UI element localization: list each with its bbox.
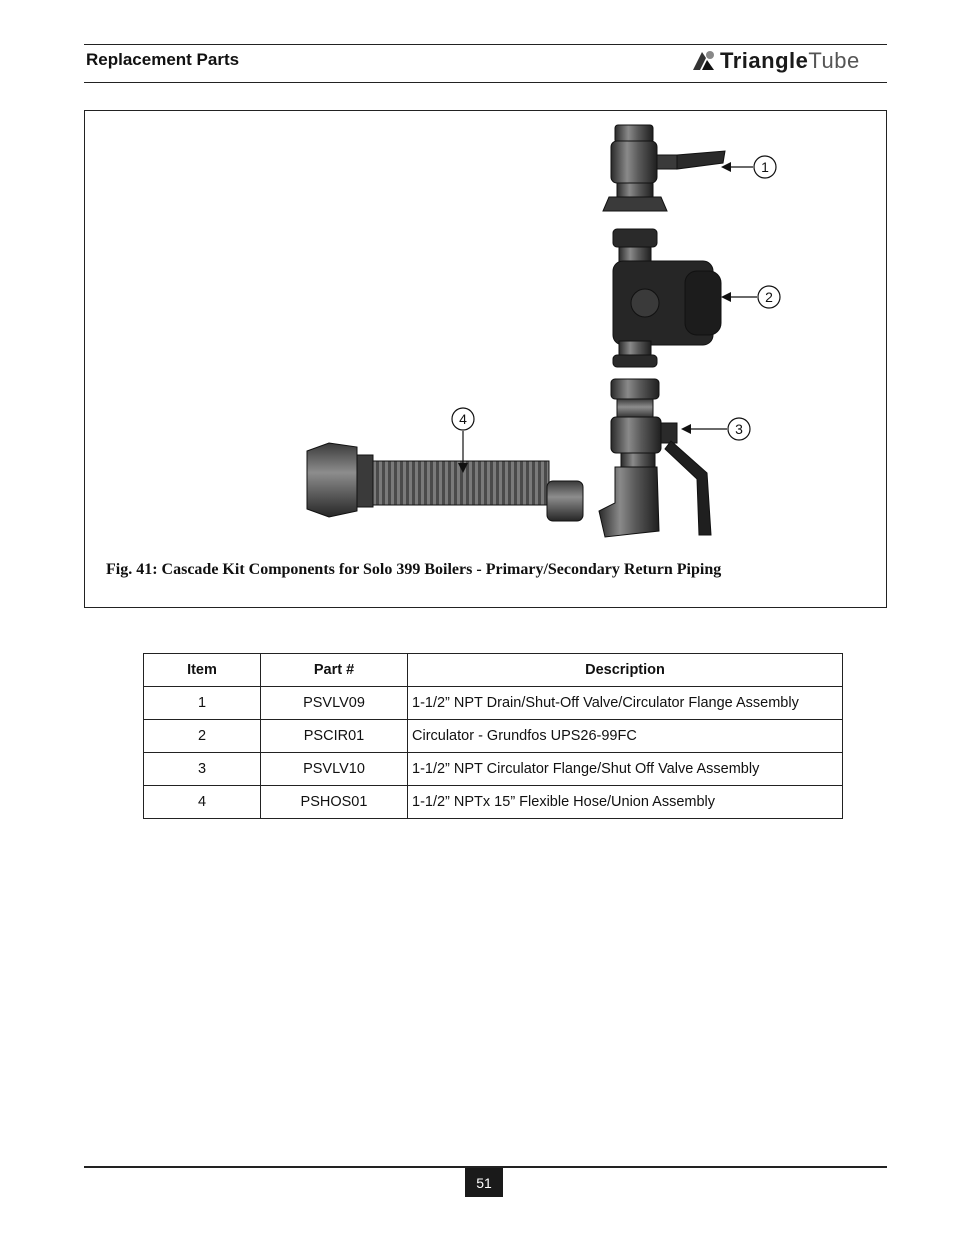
figure-frame [84, 110, 887, 608]
description-cell: 1-1/2” NPT Drain/Shut-Off Valve/Circulator Flange Assembly [408, 687, 843, 720]
part-4-flexible-hose [307, 443, 583, 521]
table-row [144, 687, 843, 720]
logo-word-light: Tube [808, 48, 860, 73]
item-cell: 2 [144, 720, 261, 753]
callout-label-2: 2 [765, 289, 773, 305]
figure-caption: Fig. 41: Cascade Kit Components for Solo 399 Boilers - Primary/Secondary Return Piping [106, 561, 722, 578]
part-cell: PSVLV09 [261, 687, 408, 720]
part-2-circulator-pump [613, 229, 721, 367]
description-cell: 1-1/2” NPT Circulator Flange/Shut Off Valve Assembly [408, 753, 843, 786]
brand-logo [690, 48, 860, 74]
table-row [144, 753, 843, 786]
callout-label-4: 4 [459, 411, 467, 427]
page-number: 51 [465, 1168, 503, 1197]
table-row [144, 720, 843, 753]
logo-word-bold: Triangle [720, 48, 809, 73]
item-cell: 1 [144, 687, 261, 720]
part-1-drain-valve [603, 125, 725, 211]
part-cell: PSHOS01 [261, 786, 408, 819]
part-cell: PSCIR01 [261, 720, 408, 753]
logo-wordmark [720, 48, 860, 74]
part-3-shutoff-valve [599, 379, 711, 537]
item-cell: 3 [144, 753, 261, 786]
callout-1 [754, 156, 776, 178]
description-cell: 1-1/2” NPTx 15” Flexible Hose/Union Assembly [408, 786, 843, 819]
column-header-part: Part # [261, 654, 408, 687]
item-cell: 4 [144, 786, 261, 819]
cascade-kit-illustration [85, 111, 886, 551]
table-header-row [144, 654, 843, 687]
part-cell: PSVLV10 [261, 753, 408, 786]
table-row [144, 786, 843, 819]
description-cell: Circulator - Grundfos UPS26-99FC [408, 720, 843, 753]
column-header-description: Description [408, 654, 843, 687]
callout-label-3: 3 [735, 421, 743, 437]
header-top-rule [84, 44, 887, 45]
callout-label-1: 1 [761, 159, 769, 175]
section-title: Replacement Parts [86, 50, 240, 69]
parts-table [143, 653, 843, 819]
column-header-item: Item [144, 654, 261, 687]
header-bottom-rule [84, 82, 887, 83]
callout-3 [728, 418, 750, 440]
callout-2 [758, 286, 780, 308]
callout-4 [452, 408, 474, 430]
triangle-tube-logo-icon [690, 48, 716, 74]
